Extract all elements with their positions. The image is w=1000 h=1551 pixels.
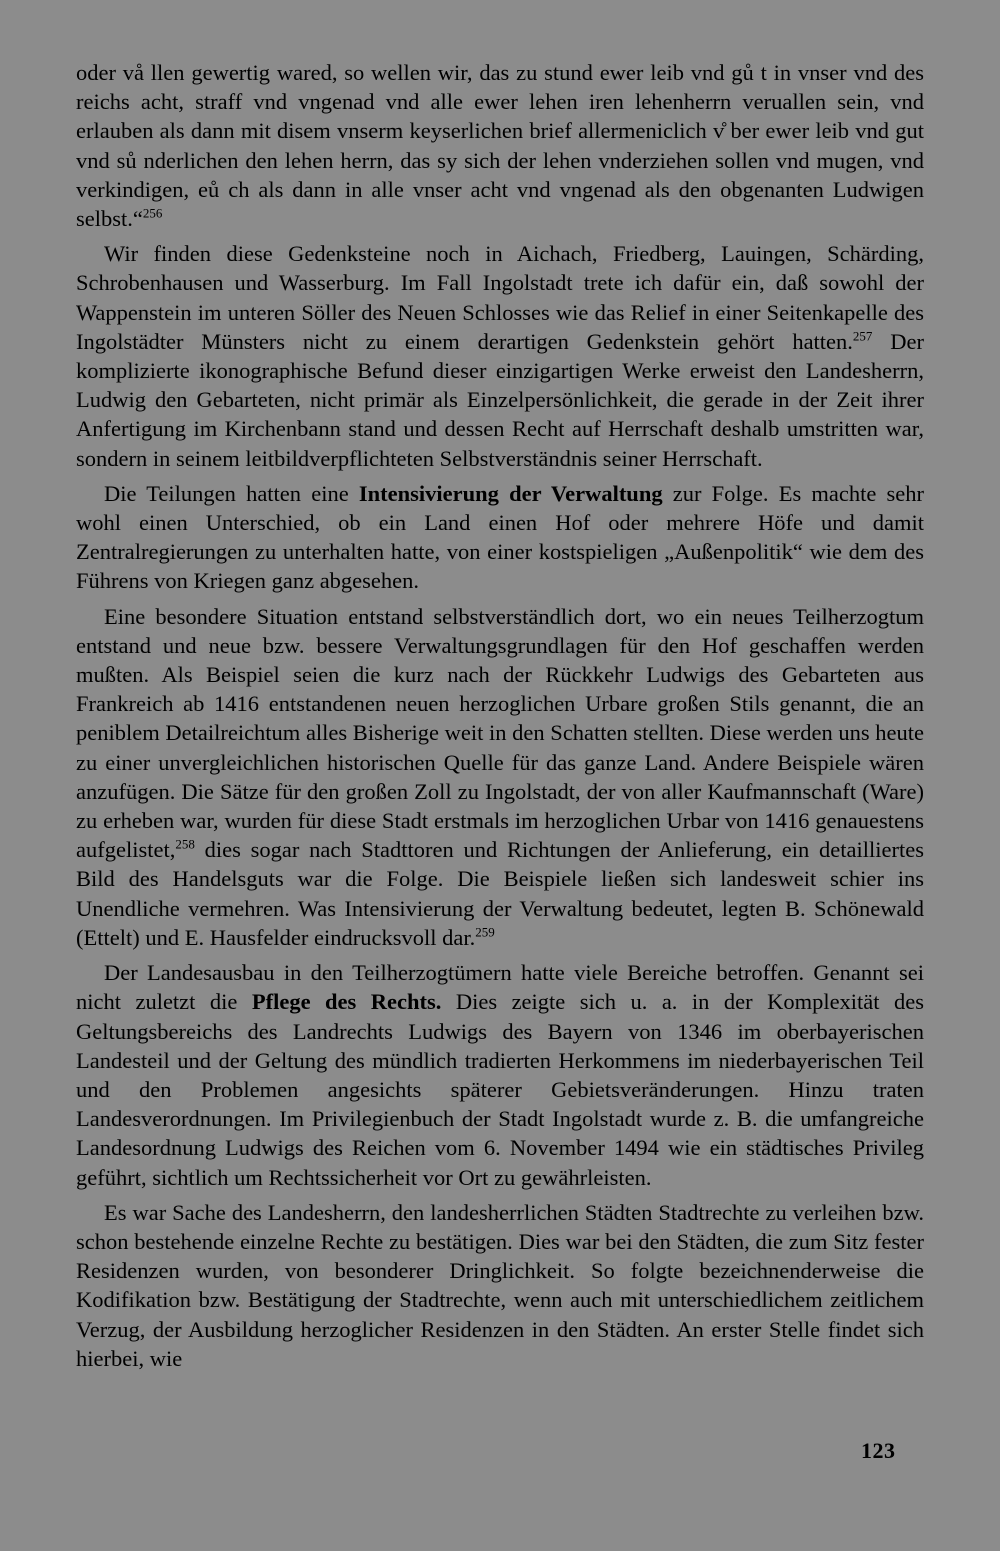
page-body [76,58,924,1418]
page-number: 123 [861,1438,896,1463]
paragraph-text: dies sogar nach Stadttoren und Richtungen der Anlieferung, ein detailliertes Bild des Handelsguts war die Folge. Die Beispiele ließen sich landesweit schier ins Unendliche vermehren. Was Intensivierung der Verwaltung bedeutet, legten B. Schönewald (Ettelt) und E. Hausfelder eindrucksvoll dar. [76,837,924,950]
paragraph-text: zur Folge. Es machte sehr wohl einen Unterschied, ob ein Land einen Hof oder mehrere Höfe und damit Zentralregierungen zu unterhalten hatte, von einer kostspieligen „Außenpolitik“ wie dem des Führens von Kriegen ganz abgesehen. [76,480,924,594]
footnote-reference: 257 [852,328,873,344]
paragraph-text: Wir finden diese Gedenksteine noch in Aichach, Friedberg, Lauingen, Schärding, Schrobenhausen und Wasserburg. Im Fall Ingolstadt trete ich dafür ein, daß sowohl der Wappenstein im unteren Söller des Neuen Schlosses wie das Relief in einer Seitenkapelle des Ingolstädter Münsters nicht zu einem derartigen Gedenkstein gehört hatten. [76,241,924,354]
paragraph-text: Es war Sache des Landesherrn, den landesherrlichen Städten Stadtrechte zu verleihen bzw. schon bestehende einzelne Rechte zu bestätigen. Dies war bei den Städten, die zum Sitz fester Residenzen wurden, von besonderer Dringlichkeit. So folgte bezeichnenderweise die Kodifikation bzw. Bestätigung der Stadtrechte, wenn auch mit unterschiedlichem zeitlichem Verzug, der Ausbildung herzoglicher Residenzen in den Städten. An erster Stelle findet sich hierbei, wie [76,1199,924,1371]
bold-term: Pflege des Rechts. [251,989,442,1015]
footnote-reference: 259 [475,924,495,940]
paragraph-text: Der Landesausbau in den Teilherzogtümern hatte viele Bereiche betroffen. Genannt sei nicht zuletzt die [76,960,924,1015]
paragraph-text: Dies zeigte sich u. a. in der Komplexität des Geltungsbereichs des Landrechts Ludwigs des Bayern von 1346 im oberbayerischen Landesteil und der Geltung des mündlich tradierten Herkommens im niederbayerischen Teil und den Problemen angesichts späterer Gebietsveränderungen. Hinzu traten Landesverordnungen. Im Privilegienbuch der Stadt Ingolstadt wurde z. B. die umfangreiche Landesordnung Ludwigs des Reichen vom 6. November 1494 wie ein städtisches Privileg geführt, sichtlich um Rechtssicherheit vor Ort zu gewährleisten. [76,989,925,1190]
paragraph [76,602,924,952]
paragraph-text: oder vå llen gewertig wared, so wellen wir, das zu stund ewer leib vnd gů t in vnser vnd des reichs acht, straff vnd vngenad vnd alle ewer lehen iren lehenherrn veruallen sein, vnd erlauben als dann mit disem vnserm keyserlichen brief allermeniclich v̊ ber ewer leib vnd gut vnd sů nderlichen den lehen herrn, das sy sich der lehen vnderziehen sollen vnd mugen, vnd verkindigen, eů ch als dann in alle vnser acht vnd vngenad als den obgenanten Ludwigen selbst.“ [76,60,924,232]
paragraph-text: Der komplizierte ikonographische Befund dieser einzigartigen Werke erweist den Landesherrn, Ludwig den Gebarteten, nicht primär als Einzelpersönlichkeit, die gerade in der Zeit ihrer Anfertigung im Kirchenbann stand und dessen Recht auf Herrschaft deshalb umstritten war, sondern in seinem leitbildverpflichteten Selbstverständnis seiner Herrschaft. [76,328,924,471]
paragraph [76,58,924,233]
paragraph [76,239,924,473]
footnote-reference: 256 [142,205,163,221]
paragraph-text: Die Teilungen hatten eine [104,480,359,506]
paragraph [76,1198,924,1373]
paragraph [76,958,924,1192]
bold-term: Intensivierung der Verwaltung [358,480,663,506]
paragraph [76,479,924,596]
footnote-reference: 258 [175,836,195,852]
paragraph-text: Eine besondere Situation entstand selbstverständlich dort, wo ein neues Teilherzogtum entstand und neue bzw. bessere Verwaltungsgrundlagen für den Hof geschaffen werden mußten. Als Beispiel seien die kurz nach der Rückkehr Ludwigs des Gebarteten aus Frankreich ab 1416 entstandenen neuen herzoglichen Urbare großen Stils genannt, die an peniblem Detailreichtum alles Bisherige weit in den Schatten stellten. Diese werden uns heute zu einer unvergleichlichen historischen Quelle für das ganze Land. Andere Beispiele wären anzufügen. Die Sätze für den großen Zoll zu Ingolstadt, der von aller Kaufmannschaft (Ware) zu erheben war, wurden für diese Stadt erstmals im herzoglichen Urbar von 1416 genauestens aufgelistet, [76,603,924,863]
